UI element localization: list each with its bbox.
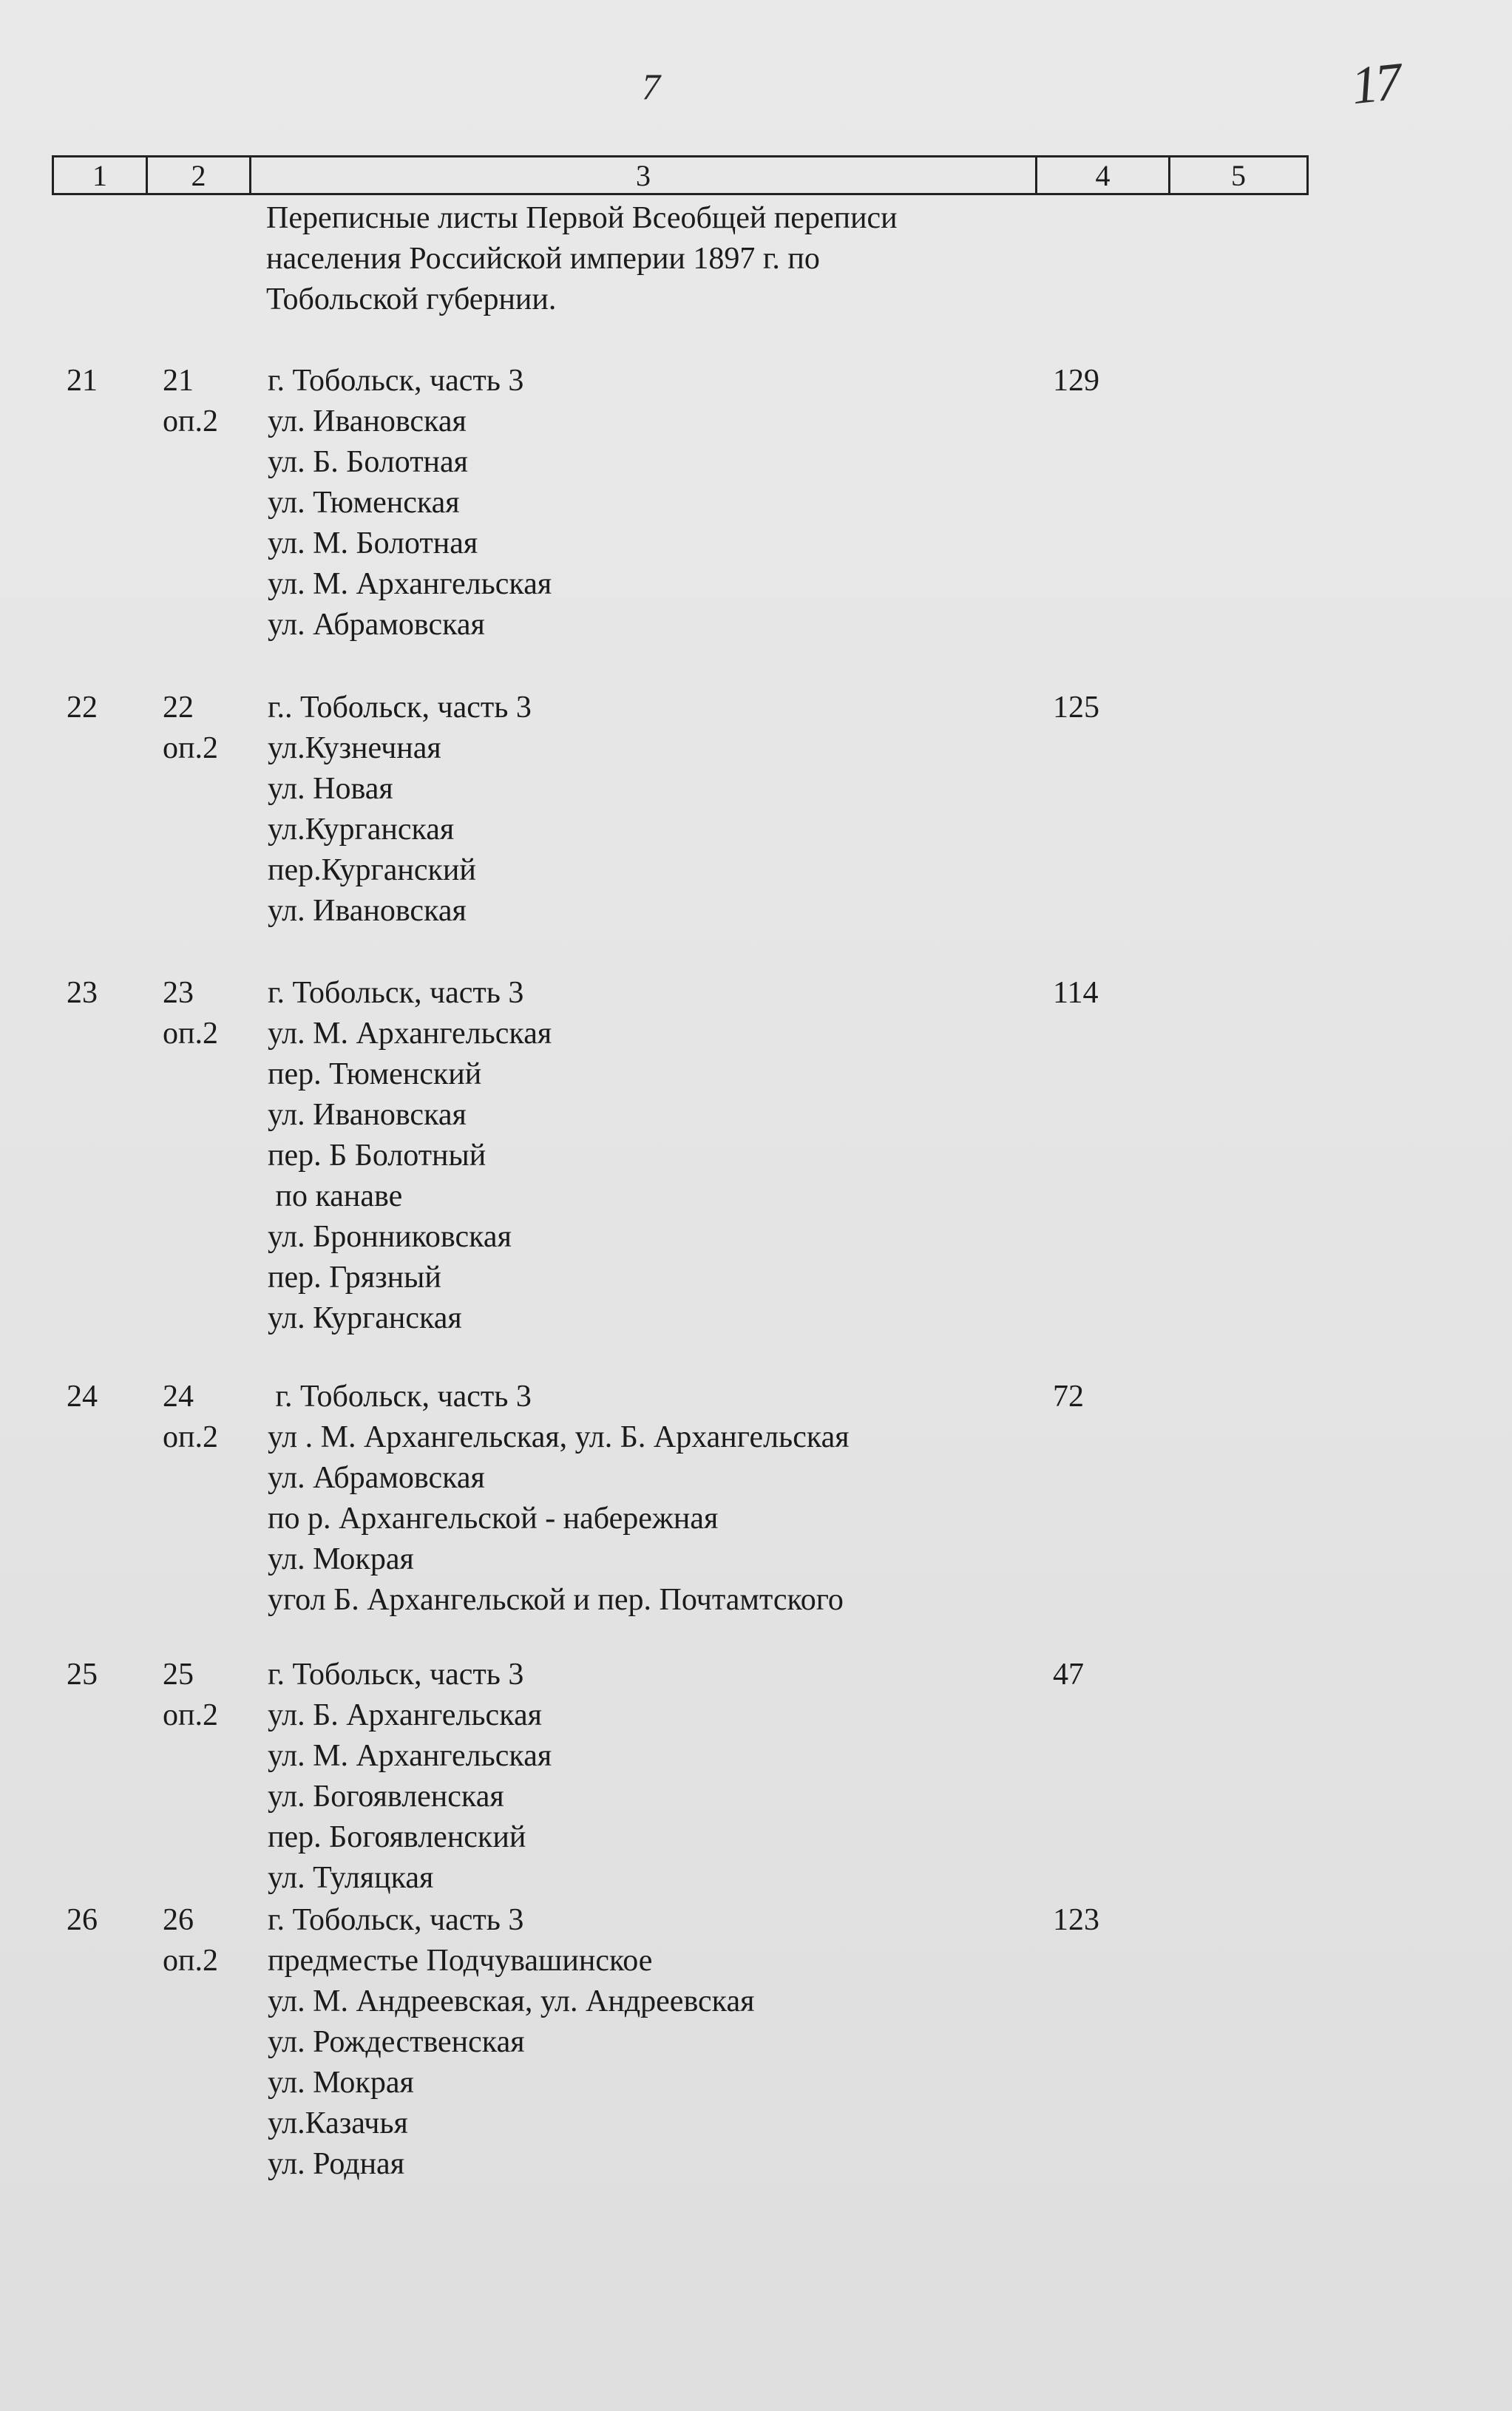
description-line: ул. Рождественская <box>268 2025 525 2059</box>
description-line: пер.Курганский <box>268 853 476 887</box>
description-line: угол Б. Архангельской и пер. Почтамтского <box>268 1583 844 1617</box>
description-line: ул. Ивановская <box>268 1098 467 1132</box>
description-line: г. Тобольск, часть 3 <box>268 364 524 398</box>
record-number: 23 <box>67 976 98 1010</box>
description-line: ул . М. Архангельская, ул. Б. Архангельская <box>268 1420 850 1454</box>
sheet-count: 72 <box>1053 1380 1084 1414</box>
fund-number: 23 <box>163 976 194 1010</box>
description-line: ул. М. Архангельская <box>268 567 552 601</box>
record-number: 24 <box>67 1380 98 1414</box>
record-number: 25 <box>67 1658 98 1692</box>
fund-reference <box>163 361 218 442</box>
record-description <box>268 973 552 1339</box>
description-line: ул. Б. Архангельская <box>268 1698 542 1732</box>
description-line: г. Тобольск, часть 3 <box>268 1903 524 1937</box>
header-col-4: 4 <box>1037 157 1170 193</box>
description-line: ул. М. Архангельская <box>268 1739 552 1773</box>
fund-number: 22 <box>163 691 194 725</box>
record-description <box>268 1377 850 1621</box>
inventory-number: оп.2 <box>163 1944 218 1978</box>
description-line: по р. Архангельской - набережная <box>268 1502 719 1536</box>
record-description <box>268 1900 754 2185</box>
heading-line: Переписные листы Первой Всеобщей переписи <box>266 201 898 235</box>
header-col-5: 5 <box>1231 158 1246 192</box>
description-line: ул. Бронниковская <box>268 1220 512 1254</box>
fund-reference <box>163 688 218 769</box>
record-number: 21 <box>67 364 98 398</box>
header-col-2: 2 <box>148 157 251 193</box>
inventory-number: оп.2 <box>163 1698 218 1732</box>
description-line: ул.Курганская <box>268 813 455 847</box>
description-line: пер. Богоявленский <box>268 1820 526 1854</box>
fund-number: 25 <box>163 1658 194 1692</box>
record-description <box>268 1655 552 1899</box>
inventory-number: оп.2 <box>163 1017 218 1051</box>
description-line: ул. Ивановская <box>268 894 467 928</box>
inventory-number: оп.2 <box>163 1420 218 1454</box>
description-line: ул. Туляцкая <box>268 1861 434 1895</box>
record-number: 22 <box>67 691 98 725</box>
description-line: г. Тобольск, часть 3 <box>268 976 524 1010</box>
description-line: пер. Б Болотный <box>268 1139 487 1173</box>
record-description <box>268 688 532 932</box>
fund-number: 24 <box>163 1380 194 1414</box>
record-number: 26 <box>67 1903 98 1937</box>
handwritten-sheet-number: 17 <box>1348 51 1402 116</box>
description-line: предместье Подчувашинское <box>268 1944 653 1978</box>
table-header <box>52 155 1309 195</box>
fund-reference <box>163 1655 218 1736</box>
heading-line: Тобольской губернии. <box>266 282 557 316</box>
inventory-number: оп.2 <box>163 731 218 765</box>
sheet-count: 125 <box>1053 691 1099 725</box>
description-line: ул.Кузнечная <box>268 731 441 765</box>
header-col-3: 3 <box>251 157 1037 193</box>
sheet-count: 47 <box>1053 1658 1084 1692</box>
description-line: пер. Тюменский <box>268 1057 482 1091</box>
sheet-count: 123 <box>1053 1903 1099 1937</box>
description-line: ул. Б. Болотная <box>268 445 468 479</box>
description-line: г. Тобольск, часть 3 <box>268 1658 524 1692</box>
description-line: по канаве <box>268 1179 403 1213</box>
description-line: ул. Родная <box>268 2147 405 2181</box>
fund-reference <box>163 973 218 1054</box>
fund-reference <box>163 1377 218 1458</box>
description-line: ул. Тюменская <box>268 486 460 520</box>
description-line: ул. Богоявленская <box>268 1780 504 1814</box>
description-line: ул. М. Болотная <box>268 526 478 560</box>
description-line: ул. Ивановская <box>268 404 467 438</box>
section-heading <box>266 198 1035 320</box>
description-line: ул. Мокрая <box>268 2066 414 2100</box>
page-number: 7 <box>642 66 660 107</box>
fund-reference <box>163 1900 218 1981</box>
fund-number: 26 <box>163 1903 194 1937</box>
record-description <box>268 361 552 645</box>
description-line: ул. М. Архангельская <box>268 1017 552 1051</box>
description-line: ул.Казачья <box>268 2106 408 2140</box>
description-line: пер. Грязный <box>268 1261 441 1295</box>
description-line: г.. Тобольск, часть 3 <box>268 691 532 725</box>
sheet-count: 129 <box>1053 364 1099 398</box>
description-line: ул. Курганская <box>268 1301 462 1335</box>
description-line: ул. Абрамовская <box>268 608 485 642</box>
description-line: ул. Новая <box>268 772 393 806</box>
description-line: ул. Мокрая <box>268 1542 414 1576</box>
sheet-count: 114 <box>1053 976 1099 1010</box>
description-line: ул. М. Андреевская, ул. Андреевская <box>268 1984 755 2018</box>
description-line: ул. Абрамовская <box>268 1461 485 1495</box>
fund-number: 21 <box>163 364 194 398</box>
inventory-number: оп.2 <box>163 404 218 438</box>
heading-line: населения Российской империи 1897 г. по <box>266 242 820 276</box>
description-line: г. Тобольск, часть 3 <box>268 1380 532 1414</box>
header-col-1: 1 <box>54 157 148 193</box>
